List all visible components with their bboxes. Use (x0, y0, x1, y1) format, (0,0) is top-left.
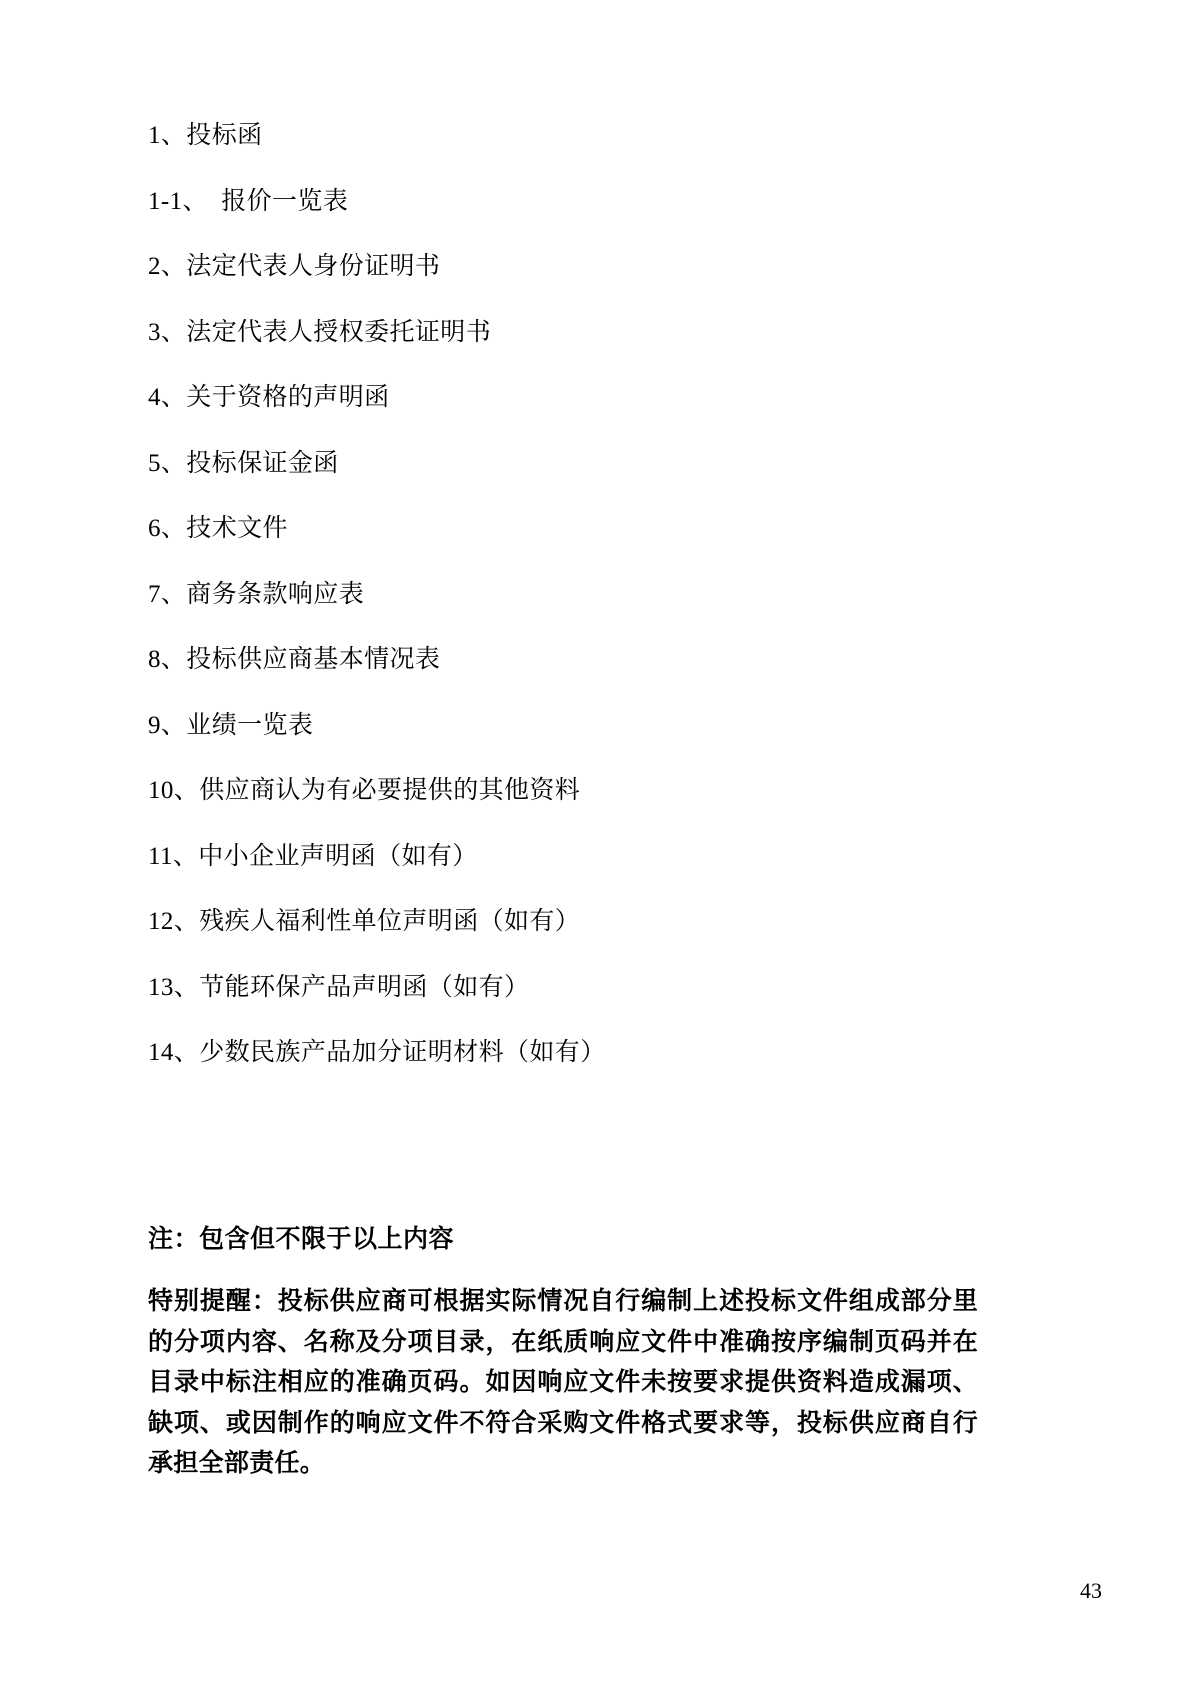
list-item: 9、业绩一览表 (148, 711, 314, 739)
list-item: 5、投标保证金函 (148, 449, 339, 477)
list-item: 4、关于资格的声明函 (148, 384, 390, 411)
list-item: 3、法定代表人授权委托证明书 (148, 318, 492, 346)
list-item: 13、节能环保产品声明函（如有） (148, 973, 530, 1001)
list-item: 1-1、 报价一览表 (148, 187, 349, 215)
list-item: 6、技术文件 (148, 515, 288, 542)
list-item: 11、中小企业声明函（如有） (148, 842, 478, 870)
section-spacer (148, 1103, 988, 1223)
list-item: 8、投标供应商基本情况表 (148, 646, 441, 673)
note-text: 注：包含但不限于以上内容 (148, 1225, 455, 1253)
list-item: 10、供应商认为有必要提供的其他资料 (148, 777, 581, 804)
list-item: 2、法定代表人身份证明书 (148, 253, 441, 280)
list-item: 1、投标函 (148, 122, 263, 149)
bid-document-contents-list (148, 120, 988, 1070)
document-content (148, 120, 988, 1485)
list-item: 14、少数民族产品加分证明材料（如有） (148, 1039, 606, 1066)
list-item: 7、商务条款响应表 (148, 580, 365, 608)
special-reminder-text: 特别提醒：投标供应商可根据实际情况自行编制上述投标文件组成部分里的分项内容、名称及分项目录，在纸质响应文件中准确按序编制页码并在目录中标注相应的准确页码。如因响应文件未按要求提供资料造成漏项、缺项、或因制作的响应文件不符合采购文件格式要求等，投标供应商自行承担全部责任。 (148, 1288, 978, 1478)
page-number: 43 (1080, 1578, 1102, 1603)
list-item: 12、残疾人福利性单位声明函（如有） (148, 908, 581, 935)
